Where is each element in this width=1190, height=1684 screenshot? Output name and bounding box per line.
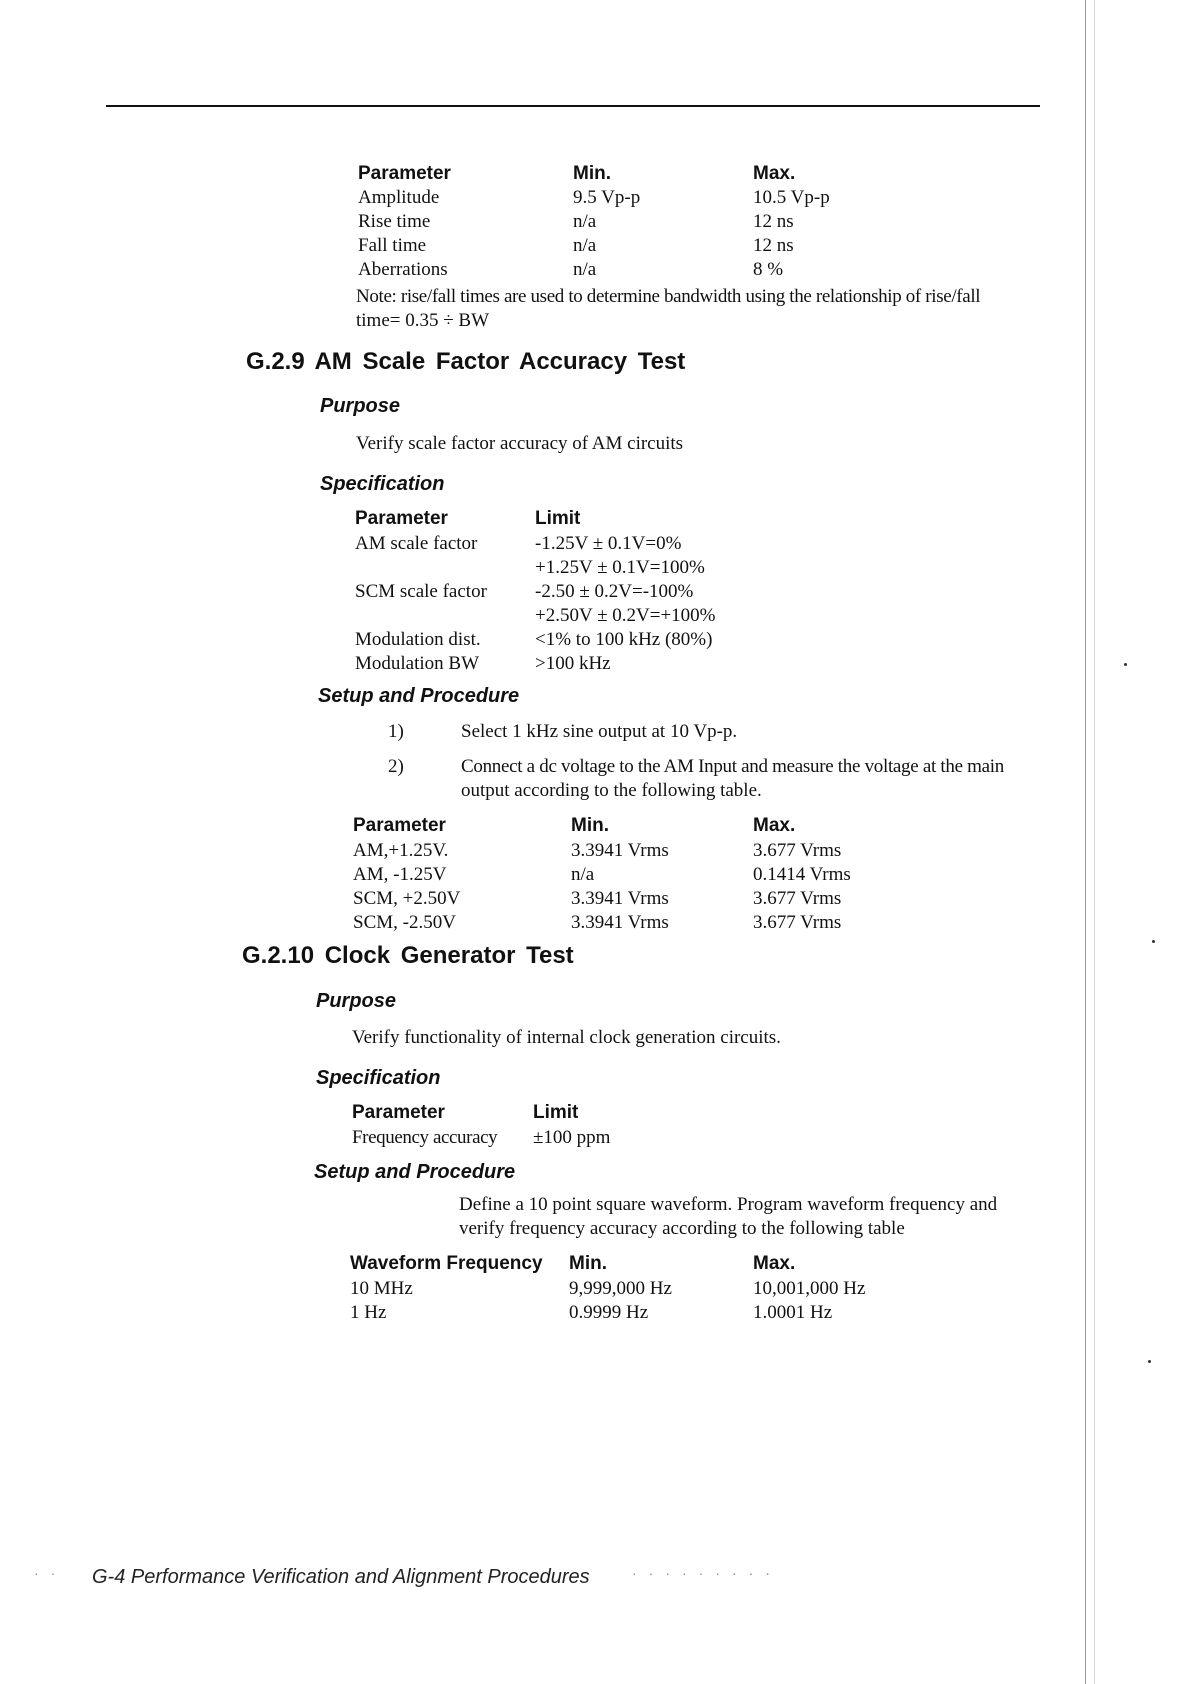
setup-procedure-label: Setup and Procedure: [314, 1161, 516, 1183]
table-cell: Aberrations: [358, 259, 448, 280]
result-header-max: Max.: [753, 815, 796, 836]
spec-cell: +1.25V ± 0.1V=100%: [535, 557, 705, 578]
result-cell: 0.1414 Vrms: [753, 864, 851, 885]
spec-cell: AM scale factor: [355, 533, 478, 554]
step-text: Select 1 kHz sine output at 10 Vp-p.: [461, 721, 738, 742]
setup-procedure-label: Setup and Procedure: [318, 685, 520, 707]
note-text: Note: rise/fall times are used to determine bandwidth using the relationship of rise/fall: [356, 286, 981, 307]
page-edge-line-faint: [1094, 0, 1095, 1684]
procedure-text: Define a 10 point square waveform. Program waveform frequency and: [459, 1194, 998, 1215]
waveform-cell: 10,001,000 Hz: [753, 1278, 866, 1299]
specification-label: Specification: [316, 1067, 441, 1089]
result-cell: 3.677 Vrms: [753, 912, 842, 933]
spec-cell: ±100 ppm: [533, 1127, 611, 1148]
spec-cell: SCM scale factor: [355, 581, 487, 602]
waveform-header-frequency: Waveform Frequency: [350, 1253, 543, 1274]
scan-speck: [1148, 1360, 1151, 1363]
table-cell: 10.5 Vp-p: [753, 187, 830, 208]
waveform-cell: 10 MHz: [350, 1278, 413, 1299]
result-cell: AM, -1.25V: [353, 864, 447, 885]
table-cell: Fall time: [358, 235, 427, 256]
table-cell: n/a: [573, 211, 597, 232]
footer-leader-dots: ··: [34, 1568, 68, 1583]
procedure-text-cont: verify frequency accuracy according to the following table: [459, 1218, 905, 1239]
spec-cell: Modulation dist.: [355, 629, 481, 650]
purpose-text: Verify scale factor accuracy of AM circuits: [356, 433, 684, 454]
specification-label: Specification: [320, 473, 445, 495]
table-cell: 8 %: [753, 259, 784, 280]
top-table-header-parameter: Parameter: [358, 163, 451, 184]
waveform-cell: 9,999,000 Hz: [569, 1278, 672, 1299]
spec-cell: Frequency accuracy: [352, 1127, 498, 1148]
result-cell: SCM, -2.50V: [353, 912, 456, 933]
note-text-cont: time= 0.35 ÷ BW: [356, 310, 490, 331]
result-cell: n/a: [571, 864, 595, 885]
section-heading: G.2.9 AM Scale Factor Accuracy Test: [246, 348, 686, 375]
result-cell: 3.677 Vrms: [753, 840, 842, 861]
spec-header-limit: Limit: [535, 508, 581, 529]
waveform-cell: 1 Hz: [350, 1302, 387, 1323]
table-cell: 12 ns: [753, 235, 794, 256]
spec-header-parameter: Parameter: [352, 1102, 445, 1123]
step-text-cont: output according to the following table.: [461, 780, 762, 801]
waveform-cell: 1.0001 Hz: [753, 1302, 833, 1323]
spec-cell: >100 kHz: [535, 653, 611, 674]
result-cell: 3.3941 Vrms: [571, 912, 669, 933]
purpose-text: Verify functionality of internal clock generation circuits.: [352, 1027, 781, 1048]
scan-speck: [1124, 663, 1127, 666]
step-number: 2): [388, 756, 404, 777]
page-footer: G-4 Performance Verification and Alignment Procedures: [92, 1566, 590, 1588]
result-cell: AM,+1.25V.: [353, 840, 449, 861]
table-cell: Rise time: [358, 211, 431, 232]
waveform-header-min: Min.: [569, 1253, 607, 1274]
section-heading: G.2.10 Clock Generator Test: [242, 942, 574, 969]
spec-cell: +2.50V ± 0.2V=+100%: [535, 605, 716, 626]
table-cell: 9.5 Vp-p: [573, 187, 641, 208]
result-cell: SCM, +2.50V: [353, 888, 461, 909]
result-header-min: Min.: [571, 815, 609, 836]
spec-header-parameter: Parameter: [355, 508, 448, 529]
step-text: Connect a dc voltage to the AM Input and measure the voltage at the main: [461, 756, 1004, 777]
waveform-header-max: Max.: [753, 1253, 796, 1274]
table-cell: Amplitude: [358, 187, 440, 208]
spec-cell: Modulation BW: [355, 653, 480, 674]
spec-cell: -2.50 ± 0.2V=-100%: [535, 581, 694, 602]
top-table-header-min: Min.: [573, 163, 611, 184]
result-cell: 3.3941 Vrms: [571, 840, 669, 861]
page-edge-line: [1085, 0, 1086, 1684]
scan-speck: [1152, 940, 1155, 943]
footer-trailing-dots: ·········: [632, 1568, 782, 1583]
spec-header-limit: Limit: [533, 1102, 579, 1123]
table-cell: n/a: [573, 235, 597, 256]
spec-cell: <1% to 100 kHz (80%): [535, 629, 713, 650]
purpose-label: Purpose: [320, 395, 401, 417]
table-cell: n/a: [573, 259, 597, 280]
result-cell: 3.3941 Vrms: [571, 888, 669, 909]
spec-cell: -1.25V ± 0.1V=0%: [535, 533, 682, 554]
step-number: 1): [388, 721, 404, 742]
result-header-parameter: Parameter: [353, 815, 446, 836]
purpose-label: Purpose: [316, 990, 397, 1012]
header-rule: [106, 105, 1040, 107]
table-cell: 12 ns: [753, 211, 794, 232]
waveform-cell: 0.9999 Hz: [569, 1302, 649, 1323]
result-cell: 3.677 Vrms: [753, 888, 842, 909]
top-table-header-max: Max.: [753, 163, 796, 184]
